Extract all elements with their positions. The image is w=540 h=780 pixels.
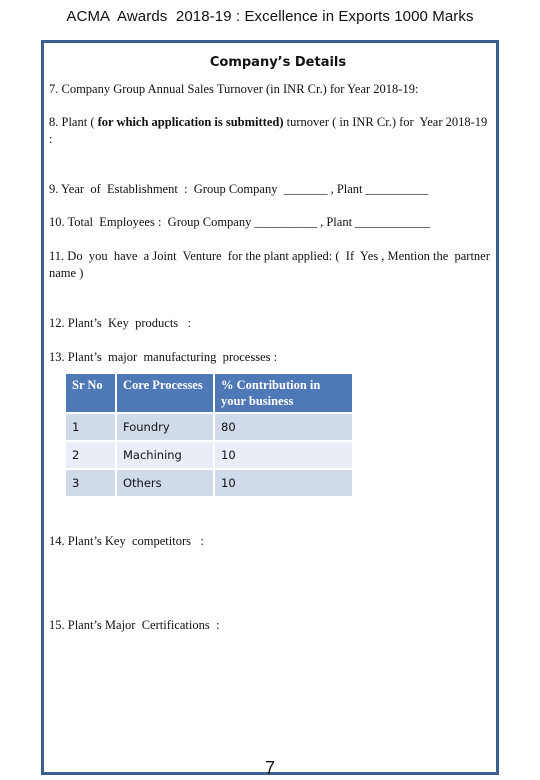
cell-process: Machining bbox=[117, 442, 213, 468]
table-row bbox=[66, 442, 352, 468]
question-8-prefix: 8. Plant ( bbox=[49, 115, 98, 129]
page-header: ACMA Awards 2018-19 : Excellence in Exports 1000 Marks bbox=[66, 8, 474, 25]
table-row bbox=[66, 470, 352, 496]
question-12: 12. Plant’s Key products : bbox=[49, 316, 192, 330]
header-contribution: % Contribution in your business bbox=[215, 374, 352, 412]
cell-sr-no: 2 bbox=[66, 442, 115, 468]
form-frame bbox=[41, 40, 499, 775]
cell-contribution: 80 bbox=[215, 414, 352, 440]
cell-contribution: 10 bbox=[215, 442, 352, 468]
question-14: 14. Plant’s Key competitors : bbox=[49, 534, 204, 548]
cell-sr-no: 1 bbox=[66, 414, 115, 440]
header-core-processes: Core Processes bbox=[117, 374, 213, 412]
cell-process: Foundry bbox=[117, 414, 213, 440]
table-row bbox=[66, 414, 352, 440]
question-7: 7. Company Group Annual Sales Turnover (in INR Cr.) for Year 2018-19: bbox=[49, 82, 419, 96]
cell-contribution: 10 bbox=[215, 470, 352, 496]
question-8-suffix: turnover ( in INR Cr.) for Year 2018-19 : bbox=[49, 115, 491, 146]
question-11: 11. Do you have a Joint Venture for the plant applied: ( If Yes , Mention the partner name ) bbox=[49, 249, 497, 280]
page-number: 7 bbox=[264, 758, 275, 778]
question-8 bbox=[49, 114, 493, 148]
question-15: 15. Plant’s Major Certifications : bbox=[49, 618, 220, 632]
table-header-row bbox=[66, 374, 352, 412]
cell-sr-no: 3 bbox=[66, 470, 115, 496]
cell-process: Others bbox=[117, 470, 213, 496]
question-13: 13. Plant’s major manufacturing processes : bbox=[49, 350, 278, 364]
header-sr-no: Sr No bbox=[66, 374, 115, 412]
section-title: Company’s Details bbox=[209, 55, 347, 70]
question-8-emphasis: for which application is submitted) bbox=[97, 115, 284, 129]
question-10: 10. Total Employees : Group Company __________ , Plant ____________ bbox=[49, 215, 431, 229]
question-9: 9. Year of Establishment : Group Company _______ , Plant __________ bbox=[49, 182, 429, 196]
processes-table bbox=[64, 372, 354, 498]
